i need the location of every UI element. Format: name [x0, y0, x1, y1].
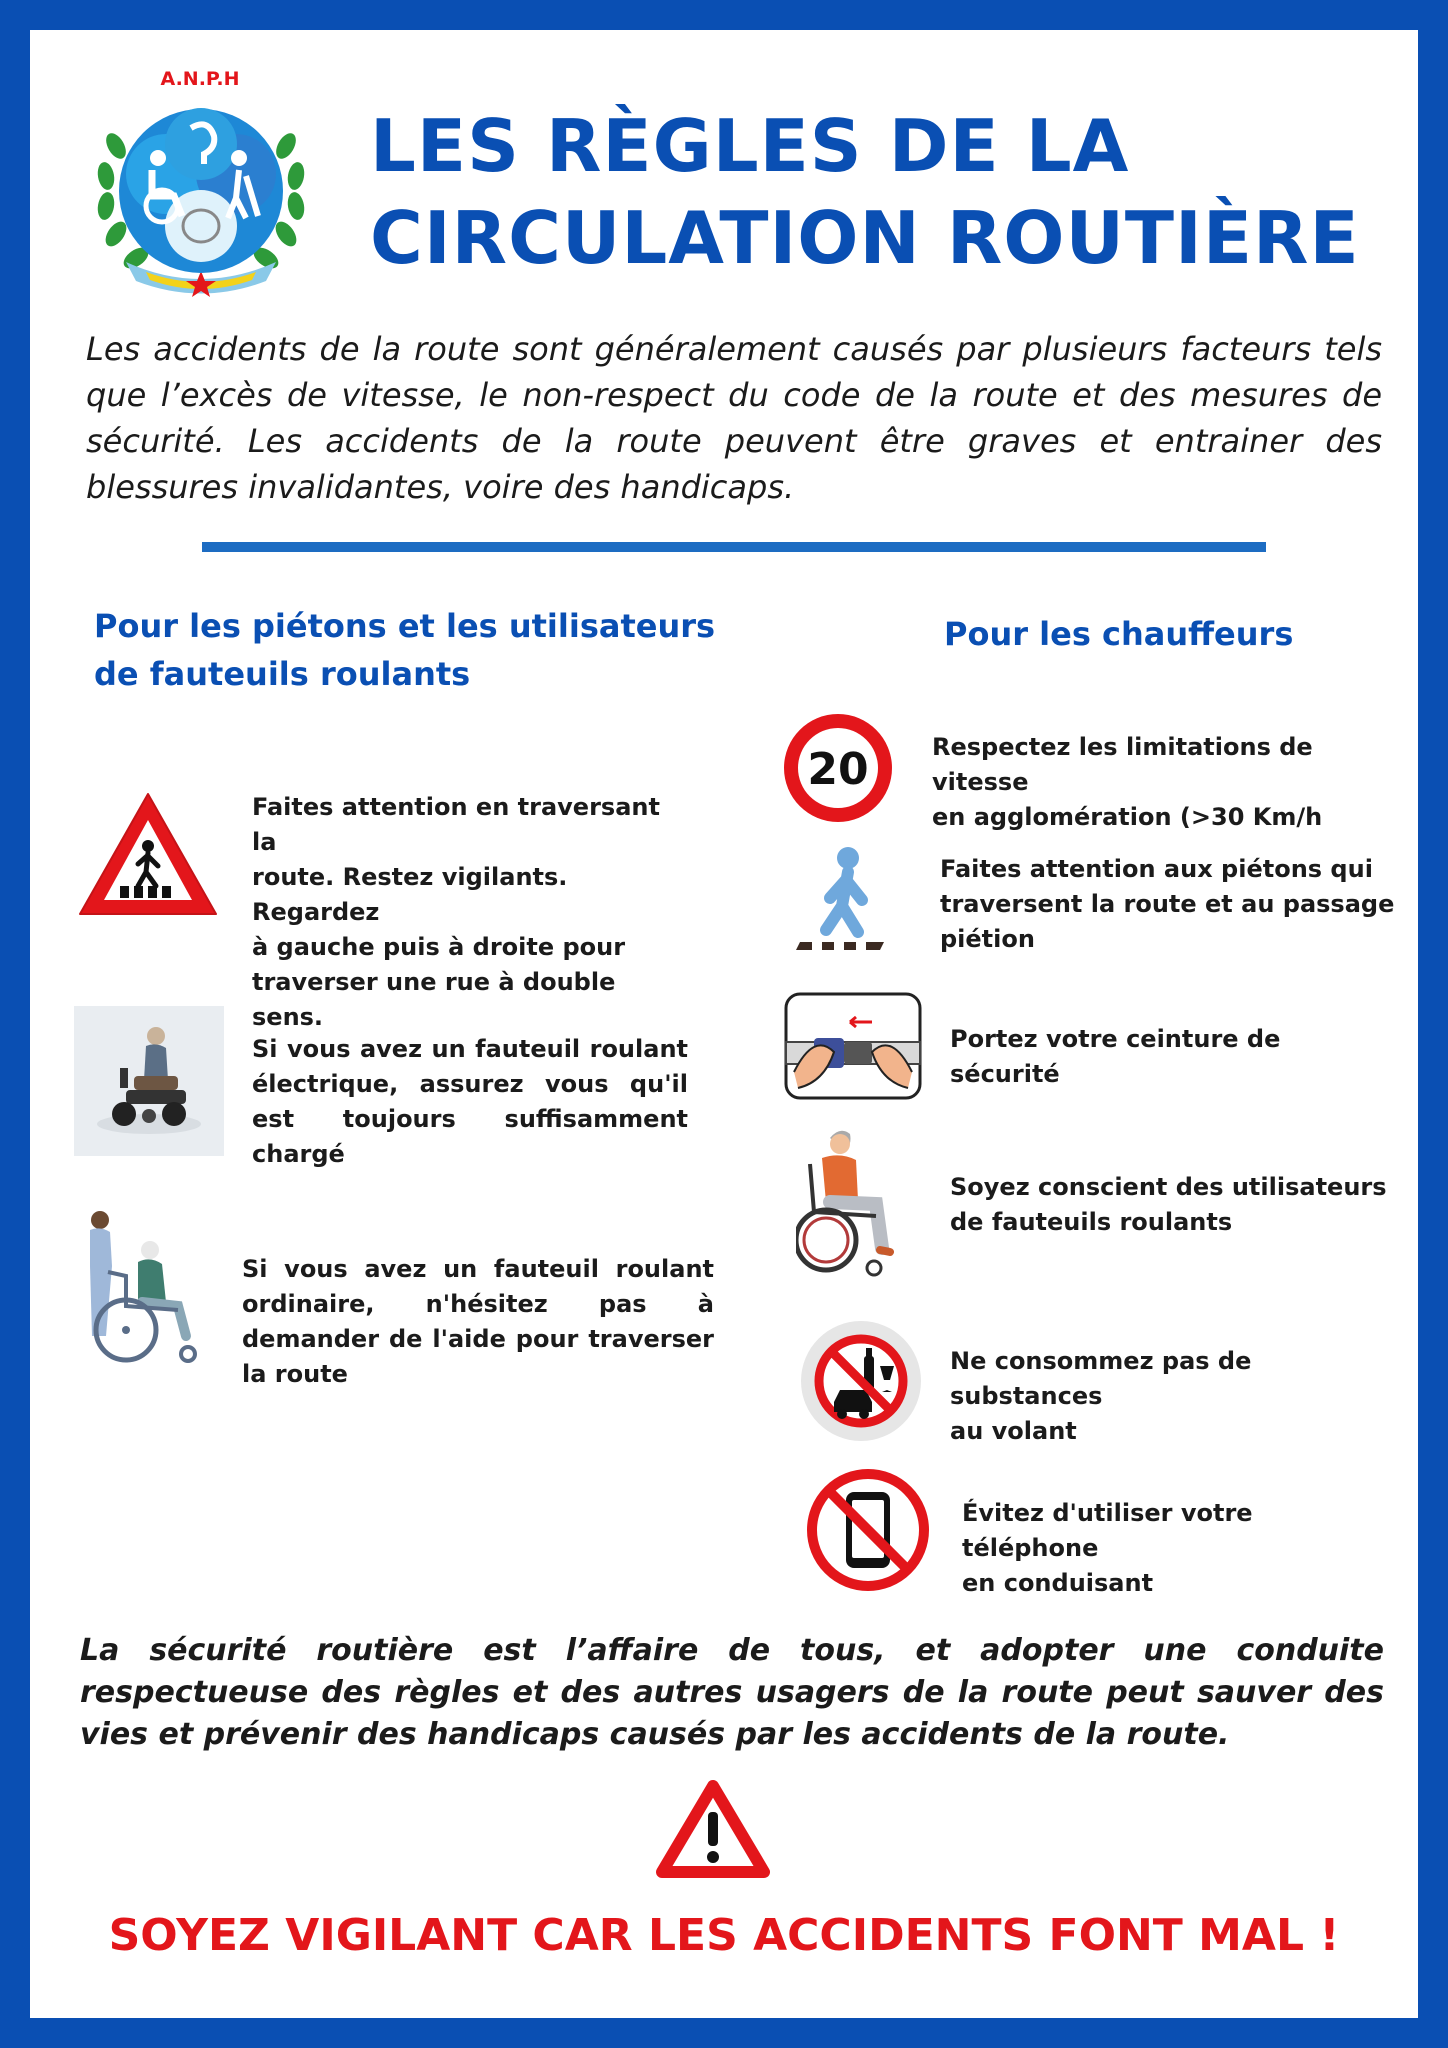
- pedestrian-walking-icon: [796, 846, 888, 950]
- left-item-3-text: Si vous avez un fauteuil roulant ordinaire, n'hésitez pas à demander de l'aide pour traverser la route: [242, 1255, 714, 1388]
- intro-paragraph: Les accidents de la route sont généralement causés par plusieurs facteurs tels que l’excès de vitesse, le non-respect du code de la route et des mesures de sécurité. Les accidents de la route peuvent être graves et entrainer des blessures invalidantes, voire des handicaps.: [86, 330, 1382, 506]
- left-item-2-text: Si vous avez un fauteuil roulant électrique, assurez vous qu'il est toujours suffisamment chargé: [252, 1035, 688, 1168]
- outro-paragraph: La sécurité routière est l’affaire de tous, et adopter une conduite respectueuse des règles et des autres usagers de la route peut sauver des vies et prévenir des handicaps causés par les accidents de la route.: [80, 1633, 1384, 1752]
- right-item-4-text: Soyez conscient des utilisateurs de fauteuils roulants: [950, 1173, 1387, 1236]
- electric-wheelchair-icon: [74, 1006, 224, 1156]
- right-item-3-text: Portez votre ceinture de sécurité: [950, 1025, 1281, 1088]
- divider: [202, 542, 1266, 552]
- left-item-1-text: Faites attention en traversant la route. Restez vigilants. Regardez à gauche puis à droite pour traverser une rue à double sens.: [252, 793, 660, 1031]
- title-line-2: CIRCULATION ROUTIÈRE: [370, 196, 1360, 280]
- slogan: SOYEZ VIGILANT CAR LES ACCIDENTS FONT MAL !: [108, 1910, 1340, 1961]
- right-column-heading: Pour les chauffeurs: [944, 615, 1294, 653]
- left-column-heading: Pour les piétons et les utilisateurs de fauteuils roulants: [94, 607, 716, 693]
- no-phone-icon: [806, 1468, 930, 1592]
- anph-logo: [86, 66, 316, 300]
- pedestrian-crossing-sign-icon: [76, 790, 220, 920]
- page-title: [370, 100, 1370, 284]
- wheelchair-user-icon: [796, 1124, 906, 1278]
- right-item-6-text: Évitez d'utiliser votre téléphone en conduisant: [962, 1499, 1253, 1597]
- logo-text: A.N.P.H: [160, 68, 240, 90]
- speed-limit-value: 20: [807, 744, 869, 795]
- right-item-2-text: Faites attention aux piétons qui traversent la route et au passage piétion: [940, 855, 1395, 953]
- right-item-5-text: Ne consommez pas de substances au volant: [950, 1347, 1252, 1445]
- warning-icon: [656, 1780, 770, 1878]
- title-line-1: LES RÈGLES DE LA: [370, 104, 1130, 188]
- assisted-wheelchair-icon: [78, 1206, 210, 1368]
- seatbelt-icon: [784, 992, 922, 1100]
- speed-limit-sign-icon: [782, 712, 894, 824]
- right-item-1-text: Respectez les limitations de vitesse en agglomération (>30 Km/h: [932, 733, 1323, 831]
- no-alcohol-driving-icon: [800, 1320, 922, 1442]
